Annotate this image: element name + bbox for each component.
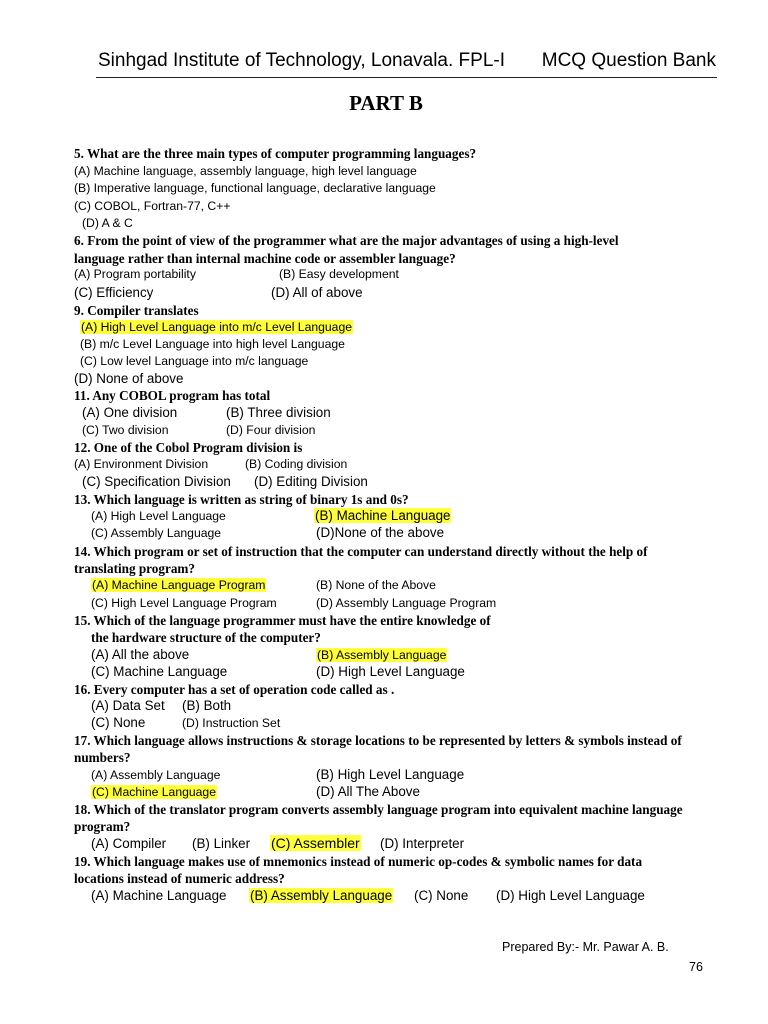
q9-option-d: (D) None of above <box>74 371 184 386</box>
q13-option-b <box>314 509 451 522</box>
q15-option-c: (C) Machine Language <box>91 664 228 679</box>
page-number: 76 <box>689 960 703 974</box>
question-16: 16. Every computer has a set of operation code called as . <box>74 682 395 697</box>
q6-option-d: (D) All of above <box>271 285 363 300</box>
q18-option-d: (D) Interpreter <box>380 836 465 851</box>
q14-option-c: (C) High Level Language Program <box>91 596 277 610</box>
q11-option-c: (C) Two division <box>82 423 169 437</box>
q16-option-c: (C) None <box>91 715 146 730</box>
q19-option-d: (D) High Level Language <box>496 888 645 903</box>
question-19-line-2: locations instead of numeric address? <box>74 871 285 886</box>
q18-option-b: (B) Linker <box>192 836 251 851</box>
q6-option-c: (C) Efficiency <box>74 285 154 300</box>
question-14-line-2: translating program? <box>74 561 196 576</box>
q17-option-a: (A) Assembly Language <box>91 768 221 782</box>
q14-option-b: (B) None of the Above <box>316 578 436 592</box>
header-doc-title: MCQ Question Bank <box>541 50 716 71</box>
q14-option-d: (D) Assembly Language Program <box>316 596 497 610</box>
q12-option-a: (A) Environment Division <box>74 457 209 471</box>
q11-option-d: (D) Four division <box>226 423 316 437</box>
q12-option-c: (C) Specification Division <box>82 474 231 489</box>
part-title: PART B <box>349 91 423 115</box>
question-17-line-2: numbers? <box>74 750 131 765</box>
question-15-line-2: the hardware structure of the computer? <box>91 630 321 645</box>
q17-option-d: (D) All The Above <box>316 784 420 799</box>
q19-option-c: (C) None <box>414 888 469 903</box>
q5-option-a: (A) Machine language, assembly language, high level language <box>74 164 417 178</box>
q12-option-b: (B) Coding division <box>245 457 348 471</box>
q16-option-a: (A) Data Set <box>91 698 165 713</box>
header-institute: Sinhgad Institute of Technology, Lonavala. FPL-I <box>98 50 506 71</box>
question-6-line-1: 6. From the point of view of the programmer what are the major advantages of using a high-level <box>74 233 619 248</box>
q18-option-c <box>270 836 361 850</box>
q9-option-b: (B) m/c Level Language into high level Language <box>80 337 345 351</box>
q13-option-d: (D)None of the above <box>316 525 445 540</box>
header-divider <box>96 77 717 78</box>
question-6-line-2: language rather than internal machine code or assembler language? <box>74 251 456 266</box>
q14-option-a <box>91 579 266 591</box>
q11-option-a: (A) One division <box>82 405 178 420</box>
question-17-line-1: 17. Which language allows instructions & storage locations to be represented by letters & symbols instead of <box>74 733 682 748</box>
q13-option-c: (C) Assembly Language <box>91 526 222 540</box>
q17-option-b: (B) High Level Language <box>316 767 465 782</box>
q15-option-d: (D) High Level Language <box>316 664 465 679</box>
q12-option-d: (D) Editing Division <box>254 474 368 489</box>
q16-option-d: (D) Instruction Set <box>182 716 281 730</box>
prepared-by: Prepared By:- Mr. Pawar A. B. <box>502 940 669 954</box>
q15-option-b <box>316 649 447 661</box>
question-9: 9. Compiler translates <box>74 303 199 318</box>
q13-answer-highlight: (B) Machine Language <box>315 508 451 523</box>
question-13: 13. Which language is written as string of binary 1s and 0s? <box>74 492 409 507</box>
question-18-line-1: 18. Which of the translator program converts assembly language program into equivalent machine language <box>74 802 683 817</box>
question-14-line-1: 14. Which program or set of instruction that the computer can understand directly without the help of <box>74 544 648 559</box>
q17-answer-highlight: (C) Machine Language <box>92 785 216 799</box>
q5-option-d: (D) A & C <box>82 216 133 230</box>
q19-answer-highlight: (B) Assembly Language <box>250 888 393 903</box>
q18-answer-highlight: (C) Assembler <box>271 835 360 851</box>
q18-option-a: (A) Compiler <box>91 836 167 851</box>
q19-option-b <box>249 889 393 902</box>
question-15-line-1: 15. Which of the language programmer must have the entire knowledge of <box>74 613 491 628</box>
q14-answer-highlight: (A) Machine Language Program <box>92 578 266 592</box>
question-19-line-1: 19. Which language makes use of mnemonics instead of numeric op-codes & symbolic names for data <box>74 854 643 869</box>
question-11: 11. Any COBOL program has total <box>74 388 271 403</box>
q6-option-a: (A) Program portability <box>74 267 196 281</box>
question-18-line-2: program? <box>74 819 131 834</box>
q15-answer-highlight: (B) Assembly Language <box>317 648 447 662</box>
q9-option-c: (C) Low level Language into m/c language <box>80 354 309 368</box>
q16-option-b: (B) Both <box>182 698 232 713</box>
q11-option-b: (B) Three division <box>226 405 331 420</box>
q19-option-a: (A) Machine Language <box>91 888 227 903</box>
q17-option-c <box>91 786 217 798</box>
q5-option-c: (C) COBOL, Fortran-77, C++ <box>74 199 231 213</box>
q15-option-a: (A) All the above <box>91 647 190 662</box>
question-5: 5. What are the three main types of computer programming languages? <box>74 146 477 161</box>
q9-answer-highlight: (A) High Level Language into m/c Level Language <box>81 320 353 334</box>
q13-option-a: (A) High Level Language <box>91 509 226 523</box>
question-12: 12. One of the Cobol Program division is <box>74 440 303 455</box>
q6-option-b: (B) Easy development <box>279 267 399 281</box>
q9-option-a <box>80 321 353 333</box>
q5-option-b: (B) Imperative language, functional language, declarative language <box>74 181 436 195</box>
